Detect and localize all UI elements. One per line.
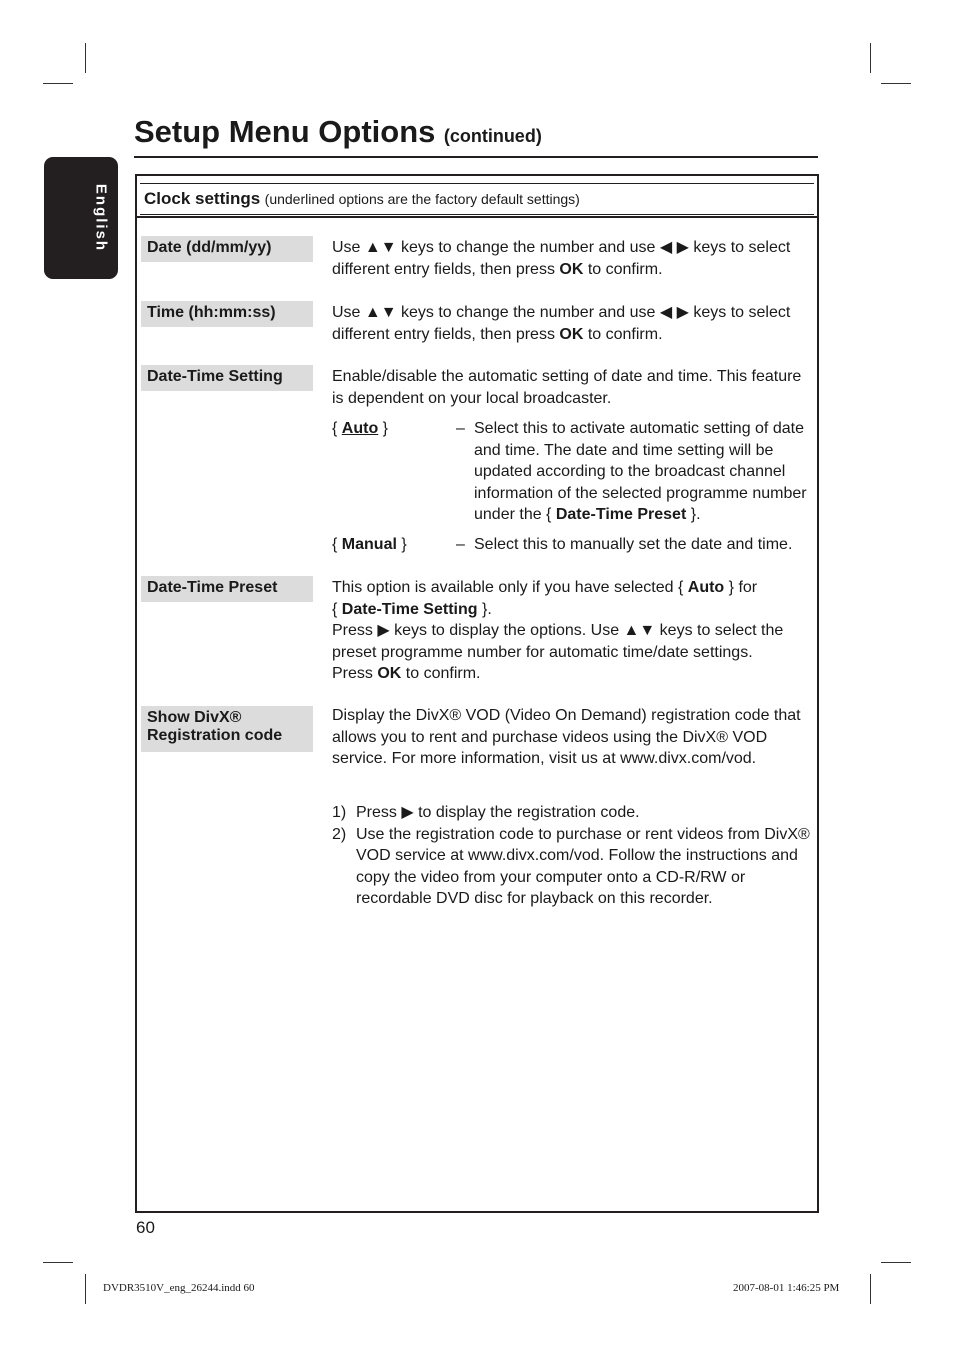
ok-key-label: OK: [559, 260, 584, 278]
option-label-time: Time (hh:mm:ss): [141, 301, 313, 327]
crop-mark: [870, 43, 871, 73]
crop-mark: [85, 43, 86, 73]
page-title: [134, 114, 818, 158]
option-desc-date-time-setting: Enable/disable the automatic setting of date and time. This feature is dependent on your local broadcaster.: [332, 368, 802, 407]
choice-desc-auto: Select this to activate automatic setting of date and time. The date and time setting will be updated according to the broadcast channel information of the selected programme number under the { Date-Time Preset }.: [474, 420, 807, 523]
crop-mark: [43, 83, 73, 84]
clock-settings-header: [140, 183, 814, 215]
crop-mark: [43, 1262, 73, 1263]
clock-settings-title: Clock settings: [144, 189, 261, 208]
option-label-date-time-preset: Date-Time Preset: [141, 576, 313, 602]
option-label-date-time-setting: Date-Time Setting: [141, 365, 313, 391]
choice-key-auto: Auto: [341, 420, 379, 437]
option-desc-divx-registration: Display the DivX® VOD (Video On Demand) registration code that allows you to rent and purchase videos using the DivX® VOD service. For more information, visit us at www.divx.com/vod.: [332, 707, 801, 767]
crop-mark: [870, 1274, 871, 1304]
language-tab-label: English: [92, 183, 110, 253]
header-divider: [137, 216, 817, 218]
ok-key-label: OK: [559, 325, 584, 343]
list-item: 1) Press ▶ to display the registration code.: [332, 804, 640, 821]
crop-mark: [85, 1274, 86, 1304]
page-title-main: Setup Menu Options: [134, 114, 436, 149]
option-label-divx-registration: Show DivX® Registration code: [141, 706, 313, 752]
clock-settings-note: (underlined options are the factory default settings): [264, 191, 580, 207]
page-number: 60: [136, 1218, 155, 1237]
footer-file-info: DVDR3510V_eng_26244.indd 60: [103, 1282, 255, 1294]
option-desc-date: Use ▲▼ keys to change the number and use ◀ ▶ keys to select different entry fields, then press OK to confirm.: [332, 239, 791, 278]
choice-desc-manual: Select this to manually set the date and time.: [474, 536, 793, 553]
list-item: 2) Use the registration code to purchase or rent videos from DivX® VOD service at www.divx.com/vod. Follow the instructions and copy the video from your computer onto a CD-R/RW or recordable DVD disc for playback on this recorder.: [332, 825, 810, 907]
option-desc-time: Use ▲▼ keys to change the number and use ◀ ▶ keys to select different entry fields, then press OK to confirm.: [332, 304, 791, 343]
crop-mark: [881, 83, 911, 84]
clock-settings-table: Clock settings (underlined options are the factory default settings) Date (dd/mm/yy) Use ▲▼ keys to change the number and use ◀ ▶ keys to select different entry fields, then press OK to confirm. Time (hh:mm:ss) Use ▲▼ keys to change the number and use ◀ ▶ keys to select different entry fields, then press OK to confirm. Date-Time Setting Enable/disable the automatic setting of date and time. This feature is dependent on your local broadcaster. { Auto } – Select this to activate automatic setting of date and time. The date and time setting will be updated according to the broadcast channel information of the selected programme number under the { Date-Time Preset }. { Manual } – Select this to manually set the date and time. Date-Time Preset This option is available only if you have selected { Auto } for { Date-Time Setting }. Press ▶ keys to display the options. Use ▲▼ keys to select the preset programme number for automatic time/date settings. Press OK to confirm. Show DivX® Registration code Display the DivX® VOD (Video On Demand) registration code that allows you to rent and purchase videos using the DivX® VOD service. For more information, visit us at www.divx.com/vod. 1) Press ▶ to display the registration code. 2) Use the registration code to purchase or rent videos from DivX® VOD service at www.divx.com/vod. Follow the instructions and copy the video from your computer onto a CD-R/RW or recordable DVD disc for playback on this recorder.: [135, 174, 819, 1213]
crop-mark: [881, 1262, 911, 1263]
divx-steps-list: [332, 802, 812, 910]
footer-timestamp: 2007-08-01 1:46:25 PM: [733, 1282, 840, 1294]
option-desc-date-time-preset: This option is available only if you have selected { Auto } for { Date-Time Setting }. Press ▶ keys to display the options. Use ▲▼ keys to select the preset programme number for automatic time/date settings. Press OK to confirm.: [332, 579, 784, 682]
page-title-continued: (continued): [443, 126, 542, 146]
choice-key-manual: Manual: [341, 536, 397, 553]
option-label-date: Date (dd/mm/yy): [141, 236, 313, 262]
